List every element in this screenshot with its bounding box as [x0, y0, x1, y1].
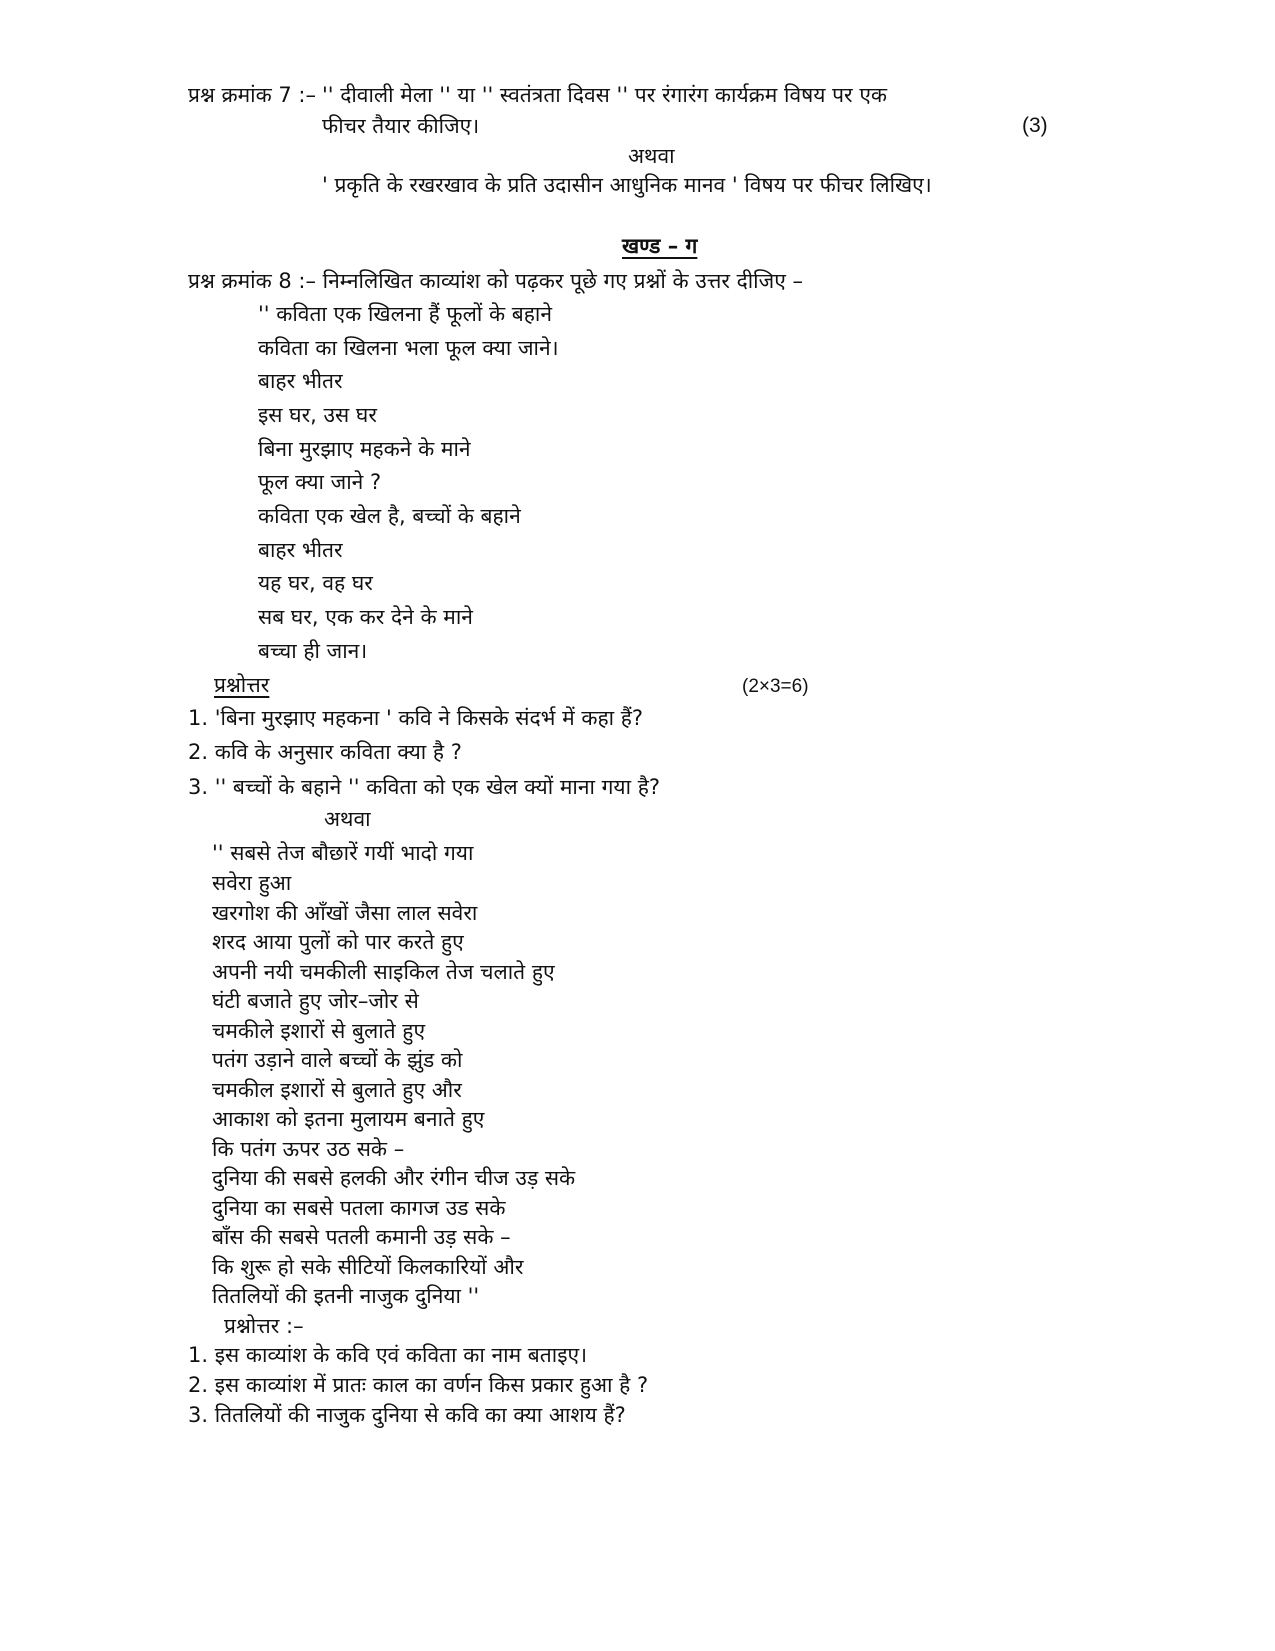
poem1-line: बाहर भीतर [258, 538, 343, 562]
question-item: 1. 'बिना मुरझाए महकना ' कवि ने किसके संदर्भ में कहा हैं? [188, 706, 644, 730]
poem1-line: कविता एक खेल है, बच्चों के बहाने [258, 504, 521, 528]
poem2-line: आकाश को इतना मुलायम बनाते हुए [212, 1107, 485, 1131]
question-item: 2. कवि के अनुसार कविता क्या है ? [188, 740, 462, 764]
poem2-line: शरद आया पुलों को पार करते हुए [212, 930, 464, 954]
poem1-line: बाहर भीतर [258, 369, 343, 393]
q7-line1: '' दीवाली मेला '' या '' स्वतंत्रता दिवस '' पर रंगारंग कार्यक्रम विषय पर एक [322, 83, 888, 107]
qa-heading: प्रश्नोत्तर [214, 673, 270, 697]
question-item: 3. तितलियों की नाजुक दुनिया से कवि का क्या आशय हैं? [188, 1403, 626, 1427]
q7-marks: (3) [1022, 114, 1048, 137]
poem1-line: यह घर, वह घर [258, 571, 373, 595]
poem1-line: '' कविता एक खिलना हैं फूलों के बहाने [258, 302, 552, 326]
poem2-line: दुनिया का सबसे पतला कागज उड सके [212, 1196, 506, 1220]
question-item: 3. '' बच्चों के बहाने '' कविता को एक खेल क्यों माना गया है? [188, 775, 661, 799]
poem2-line: कि शुरू हो सके सीटियों किलकारियों और [212, 1255, 524, 1279]
q7-or: अथवा [628, 144, 675, 168]
q8-or: अथवा [324, 807, 371, 831]
q7-label: प्रश्न क्रमांक 7 :– [188, 83, 317, 107]
poem1-line: फूल क्या जाने ? [258, 470, 382, 494]
poem2-line: चमकीले इशारों से बुलाते हुए [212, 1019, 426, 1043]
section-heading: खण्ड – ग [622, 234, 698, 258]
question-item: 1. इस काव्यांश के कवि एवं कविता का नाम बताइए। [188, 1343, 588, 1367]
poem2-line: घंटी बजाते हुए जोर–जोर से [212, 989, 419, 1013]
poem1-line: सब घर, एक कर देने के माने [258, 605, 473, 629]
question-item: 2. इस काव्यांश में प्रातः काल का वर्णन किस प्रकार हुआ है ? [188, 1373, 649, 1397]
poem2-line: बाँस की सबसे पतली कमानी उड़ सके – [212, 1225, 511, 1249]
poem1-line: कविता का खिलना भला फूल क्या जाने। [258, 336, 559, 360]
poem1-line: बिना मुरझाए महकने के माने [258, 437, 471, 461]
poem1-line: बच्चा ही जान। [258, 639, 368, 663]
q7-line2: फीचर तैयार कीजिए। [322, 114, 480, 138]
poem2-line: दुनिया की सबसे हलकी और रंगीन चीज उड़ सके [212, 1166, 576, 1190]
q7-alt: ' प्रकृति के रखरखाव के प्रति उदासीन आधुनिक मानव ' विषय पर फीचर लिखिए। [322, 173, 932, 197]
poem2-line: पतंग उड़ाने वाले बच्चों के झुंड को [212, 1048, 463, 1072]
poem2-line: चमकील इशारों से बुलाते हुए और [212, 1078, 462, 1102]
qa2-heading: प्रश्नोत्तर :– [224, 1314, 304, 1338]
q8-intro: प्रश्न क्रमांक 8 :– निम्नलिखित काव्यांश को पढ़कर पूछे गए प्रश्नों के उत्तर दीजिए – [188, 269, 803, 293]
qa-marks: (2×3=6) [742, 676, 809, 697]
poem1-line: इस घर, उस घर [258, 403, 377, 427]
poem2-line: '' सबसे तेज बौछारें गयीं भादो गया [212, 841, 474, 865]
poem2-line: कि पतंग ऊपर उठ सके – [212, 1137, 405, 1161]
poem2-line: तितलियों की इतनी नाजुक दुनिया '' [212, 1284, 480, 1308]
poem2-line: सवेरा हुआ [212, 871, 292, 895]
poem2-line: खरगोश की आँखों जैसा लाल सवेरा [212, 901, 478, 925]
poem2-line: अपनी नयी चमकीली साइकिल तेज चलाते हुए [212, 960, 555, 984]
